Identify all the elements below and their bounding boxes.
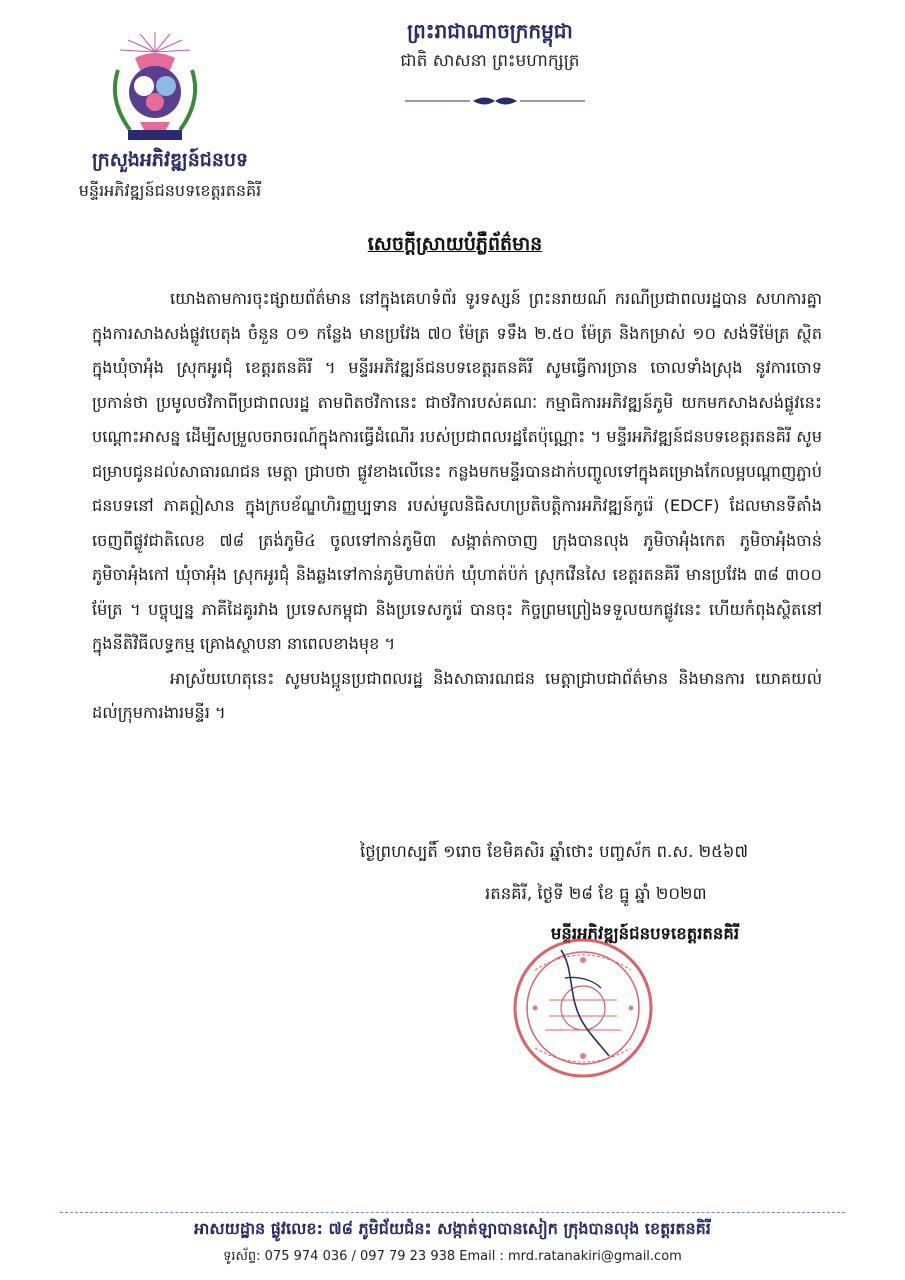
document-title: សេចក្តីស្រាយបំភ្លឺព័ត៌មាន (367, 233, 543, 255)
footer-divider (60, 1212, 845, 1213)
footer-address: អាសយដ្ឋាន ផ្លូវលេខ: ៧៨ ភូមិជ័យជំនះ សង្កាត់ឡាបានសៀក ក្រុងបានលុង ខេត្តរតនគិរី (194, 1219, 711, 1238)
body-paragraph: អាស្រ័យហេតុនេះ សូមបងប្អូនប្រជាពលរដ្ឋ និងសាធារណជន មេត្តាជ្រាបជាព័ត៌មាន និងមានការ យោគយល់ដល់ក្រុមការងារមន្ទីរ ។ (92, 668, 822, 722)
footer-contact: ទូរស័ព្ទ: 075 974 036 / 097 79 23 938 Email : mrd.ratanakiri@gmail.com (223, 1249, 682, 1264)
ministry-name: ក្រសួងអភិវឌ្ឍន៍ជនបទ (91, 149, 249, 171)
signer-title: មន្ទីរអភិវឌ្ឍន៍ជនបទខេត្តរតនគិរី (550, 924, 740, 943)
document-body (92, 282, 822, 731)
ministry-logo-icon (100, 30, 210, 148)
body-paragraph: យោងតាមការចុះផ្សាយព័ត៌មាន នៅក្នុងគេហទំព័រ ទូរទស្សន៍ ព្រះនរាយណ៍ ករណីប្រជាពលរដ្ឋបាន សហការគ្នា ក្នុងការសាងសង់ផ្លូវបេតុង ចំនួន ០១ កន្លែង មានប្រវែង ៧០ ម៉ែត្រ ទទឹង ២.៥០ ម៉ែត្រ និងកម្រាស់ ១០ សង់ទីម៉ែត្រ ស្ថិតក្នុងឃុំចាអុំង ស្រុកអូរជុំ ខេត្តរតនគិរី ។ មន្ទីរអភិវឌ្ឍន៍ជនបទខេត្តរតនគិរី សូមធ្វើការច្រាន ចោលទាំងស្រុង នូវការចោទប្រកាន់ថា ប្រមូលថវិកាពីប្រជាពលរដ្ឋ តាមពិតថវិកានេះ ជាថវិការបស់គណៈ កម្មាធិការអភិវឌ្ឍន៍ភូមិ យកមកសាងសង់ផ្លូវនេះបណ្តោះអាសន្ន ដើម្បីសម្រួលចរាចរណ៍ក្នុងការធ្វើដំណើរ របស់ប្រជាពលរដ្ឋតែប៉ុណ្ណោះ ។ មន្ទីរអភិវឌ្ឍន៍ជនបទខេត្តរតនគិរី សូមជម្រាបជូនដល់សាធារណជន មេត្តា ជ្រាបថា ផ្លូវខាងលើនេះ កន្លងមកមន្ទីរបានដាក់បញ្ចូលទៅក្នុងគម្រោងកែលម្អបណ្តាញភ្ជាប់ជនបទនៅ ភាគឦសាន ក្នុងក្របខ័ណ្ឌហិរញ្ញប្បទាន របស់មូលនិធិសហប្រតិបត្តិការអភិវឌ្ឍន៍កូរ៉េ (EDCF) ដែលមានទីតាំង ចេញពីផ្លូវជាតិលេខ ៧៨ ត្រង់ភូមិ៤ ចូលទៅកាន់ភូមិ៣ សង្កាត់កាចាញ ក្រុងបានលុង ភូមិចាអុំងកេត ភូមិចាអុំងចាន់ ភូមិចាអុំងកៅ ឃុំចាអុំង ស្រុកអូរជុំ និងឆ្លងទៅកាន់ភូមិហាត់ប៉ក់ ឃុំហាត់ប៉ក់ ស្រុកវើនសៃ ខេត្តរតនគិរី មានប្រវែង ៣៨ ៣០០ ម៉ែត្រ ។ បច្ចុប្បន្ន ភាគីដៃគូរវាង ប្រទេសកម្ពុជា និងប្រទេសកូរ៉េ បានចុះ កិច្ចព្រមព្រៀងទទួលយកផ្លូវនេះ ហើយកំពុងស្ថិតនៅក្នុងនីតិវិធីលទ្ធកម្ម គ្រោងស្ថាបនា នាពេលខាងមុខ ។ (92, 289, 822, 653)
solar-date: រតនគិរី, ថ្ងៃទី ២៨ ខែ ធ្នូ ឆ្នាំ ២០២៣ (485, 884, 707, 903)
official-seal-icon (505, 930, 661, 1080)
lunar-date: ថ្ងៃព្រហស្បតិ៍ ១រោច ខែមិគសិរ ឆ្នាំថោះ បញ្ចស័ក ព.ស. ២៥៦៧ (360, 842, 748, 861)
department-name: មន្ទីរអភិវឌ្ឍន៍ជនបទខេត្តរតនគិរី (78, 181, 262, 200)
ornament-divider-icon (395, 94, 595, 108)
national-motto: ជាតិ សាសនា ព្រះមហាក្សត្រ (400, 51, 580, 71)
kingdom-heading: ព្រះរាជាណាចក្រកម្ពុជា (407, 19, 573, 43)
